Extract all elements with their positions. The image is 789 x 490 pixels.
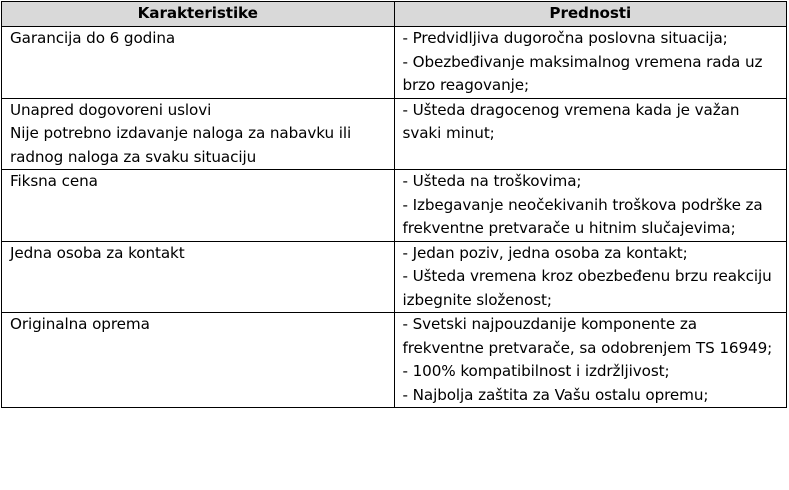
characteristic-text: Fiksna cena (10, 172, 98, 190)
header-row (2, 2, 787, 27)
benefit-item: - Predvidljiva dugoročna poslovna situacija; (402, 29, 728, 47)
table-header (2, 2, 787, 27)
characteristic-text: Nije potrebno izdavanje naloga za nabavku ili radnog naloga za svaku situaciju (10, 124, 352, 166)
benefit-item: - 100% kompatibilnost i izdržljivost; (402, 362, 670, 380)
table-row (2, 170, 787, 242)
characteristic-cell (2, 313, 395, 408)
characteristic-cell (2, 170, 395, 242)
benefit-item: - Najbolja zaštita za Vašu ostalu opremu; (402, 385, 709, 404)
benefits-cell (394, 313, 787, 408)
characteristic-cell (2, 241, 395, 313)
benefit-item: - Jedan poziv, jedna osoba za kontakt; (402, 243, 688, 262)
characteristic-text: Originalna oprema (10, 315, 150, 333)
table-row (2, 241, 787, 313)
benefit-item: - Izbegavanje neočekivanih troškova podrške za frekventne pretvarače u hitnim slučajevima; (402, 195, 763, 237)
characteristic-text: Unapred dogovoreni uslovi (10, 100, 212, 119)
benefits-cell (394, 170, 787, 242)
table-row (2, 313, 787, 408)
benefit-item: - Svetski najpouzdanije komponente za frekventne pretvarače, sa odobrenjem TS 16949; (402, 315, 773, 357)
benefit-item: - Ušteda dragocenog vremena kada je važan svaki minut; (402, 100, 740, 142)
table-row (2, 27, 787, 99)
characteristic-cell (2, 27, 395, 99)
characteristic-text: Garancija do 6 godina (10, 29, 176, 47)
characteristic-text: Jedna osoba za kontakt (10, 243, 185, 262)
benefit-item: - Obezbeđivanje maksimalnog vremena rada uz brzo reagovanje; (402, 52, 763, 94)
header-karakteristike: Karakteristike (2, 2, 395, 27)
benefit-item: - Ušteda na troškovima; (402, 172, 582, 190)
benefit-item: - Ušteda vremena kroz obezbeđenu brzu reakciju izbegnite složenost; (402, 267, 772, 309)
header-prednosti: Prednosti (394, 2, 787, 27)
characteristic-cell (2, 98, 395, 170)
table-body (2, 27, 787, 408)
benefits-cell (394, 98, 787, 170)
benefits-cell (394, 241, 787, 313)
table-row (2, 98, 787, 170)
benefits-cell (394, 27, 787, 99)
features-table (1, 1, 787, 408)
